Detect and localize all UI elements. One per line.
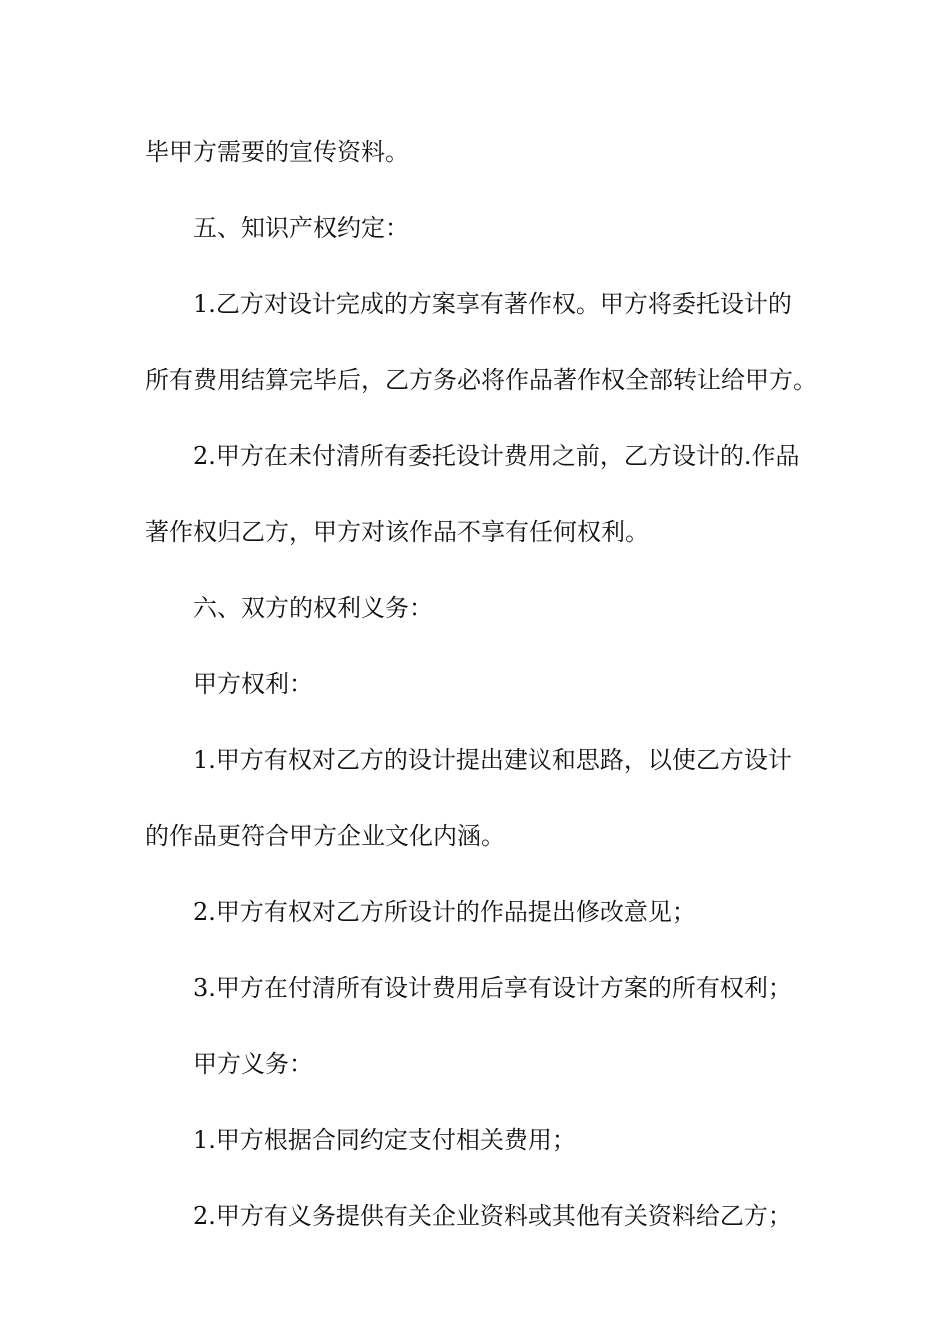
- paragraph-line: 1.乙方对设计完成的方案享有著作权。甲方将委托设计的: [193, 290, 792, 318]
- subheading-party-a-duties: 甲方义务：: [193, 1050, 313, 1078]
- paragraph-line: 2.甲方在未付清所有委托设计费用之前，乙方设计的.作品: [193, 442, 800, 470]
- paragraph-line: 2.甲方有权对乙方所设计的作品提出修改意见；: [193, 898, 696, 926]
- paragraph-line: 毕甲方需要的宣传资料。: [145, 138, 409, 166]
- paragraph-line: 所有费用结算完毕后，乙方务必将作品著作权全部转让给甲方。: [145, 366, 817, 394]
- paragraph-line: 2.甲方有义务提供有关企业资料或其他有关资料给乙方；: [193, 1202, 792, 1230]
- subheading-party-a-rights: 甲方权利：: [193, 670, 313, 698]
- section-heading-rights: 六、双方的权利义务：: [193, 594, 433, 622]
- section-heading-ip: 五、知识产权约定：: [193, 214, 409, 242]
- paragraph-line: 1.甲方有权对乙方的设计提出建议和思路，以使乙方设计: [193, 746, 792, 774]
- paragraph-line: 著作权归乙方，甲方对该作品不享有任何权利。: [145, 518, 649, 546]
- paragraph-line: 的作品更符合甲方企业文化内涵。: [145, 822, 505, 850]
- paragraph-line: 3.甲方在付清所有设计费用后享有设计方案的所有权利；: [193, 974, 792, 1002]
- paragraph-line: 1.甲方根据合同约定支付相关费用；: [193, 1126, 576, 1154]
